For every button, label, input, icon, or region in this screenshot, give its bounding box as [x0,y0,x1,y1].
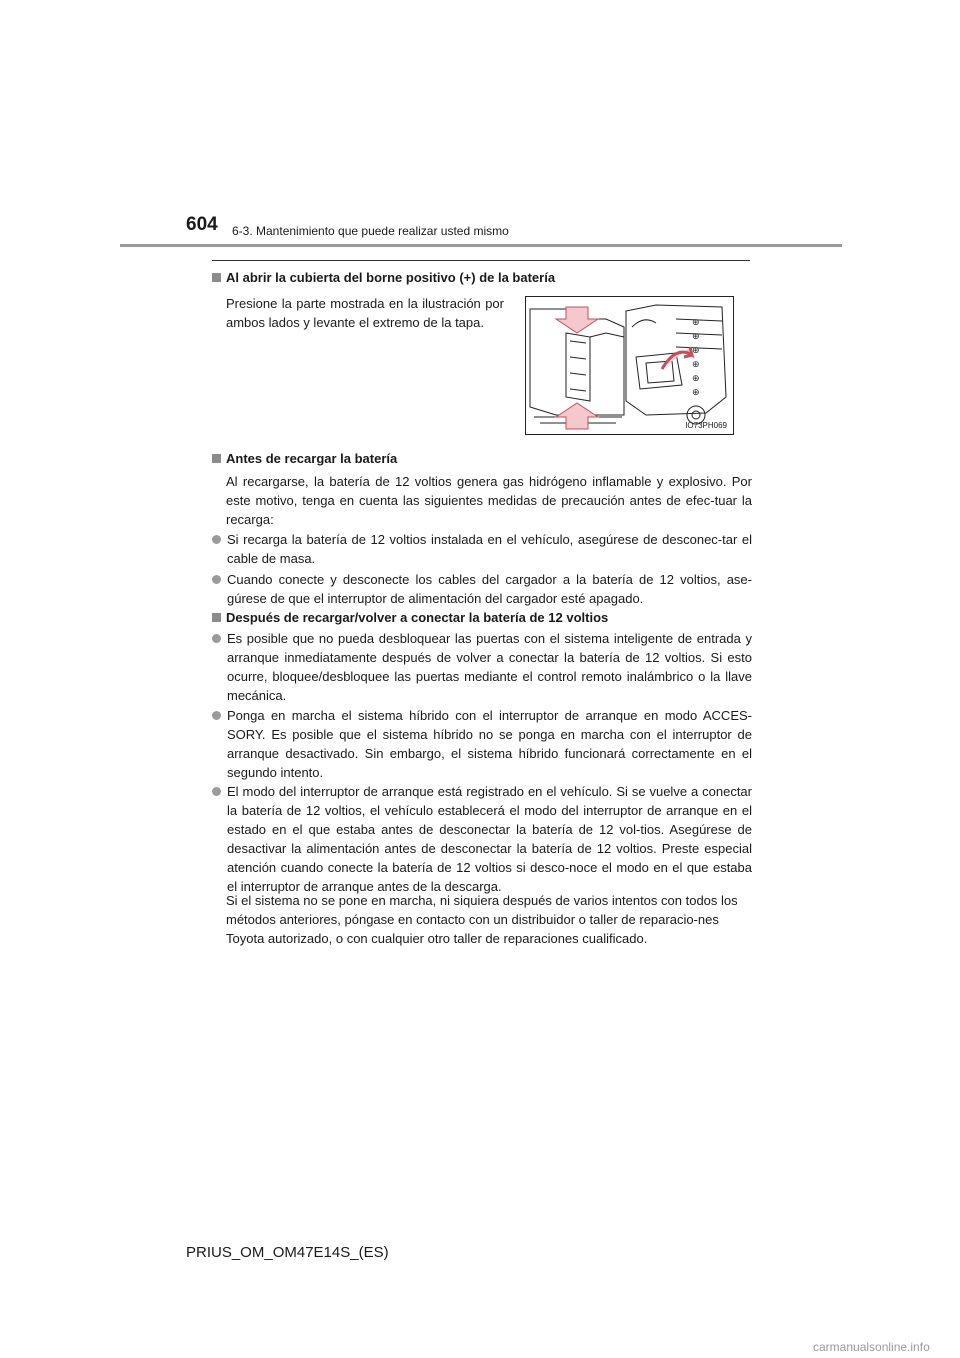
svg-text:⊕: ⊕ [692,317,700,327]
document-id: PRIUS_OM_OM47E14S_(ES) [186,1244,389,1261]
open-cover-instructions: Presione la parte mostrada en la ilustración por ambos lados y levante el extremo de la tapa. [226,296,504,330]
watermark: carmanualsonline.info [813,1340,930,1354]
section-title: 6-3. Mantenimiento que puede realizar usted mismo [232,224,509,238]
list-item: Cuando conecte y desconecte los cables del cargador a la batería de 12 voltios, ase-gúrese de que el interruptor de alimentación del cargador esté apagado. [212,570,752,608]
header-divider [120,244,842,247]
round-bullet-icon [212,535,221,544]
square-bullet-icon [212,273,221,282]
svg-text:⊕: ⊕ [692,345,700,355]
recharge-warning-text: Al recargarse, la batería de 12 voltios genera gas hidrógeno inflamable y explosivo. Por este motivo, tenga en cuenta las siguientes medidas de precaución antes de efec-tuar la recarga: [226,474,752,527]
svg-text:⊕: ⊕ [692,331,700,341]
svg-text:⊕: ⊕ [692,359,700,369]
press-up-arrow-icon [556,403,598,429]
list-item: Ponga en marcha el sistema híbrido con el interruptor de arranque en modo ACCES-SORY. Es posible que el sistema híbrido no se ponga en marcha con el interruptor de arranque desactivado. Sin embargo, el sistema híbrido funcionará correctamente en el segundo intento. [212,706,752,782]
round-bullet-icon [212,711,221,720]
svg-text:⊕: ⊕ [692,373,700,383]
square-bullet-icon [212,454,221,463]
list-item: Si recarga la batería de 12 voltios instalada en el vehículo, asegúrese de desconec-tar el cable de masa. [212,530,752,568]
content-divider [212,260,750,261]
press-down-arrow-icon [556,307,598,333]
square-bullet-icon [212,613,221,622]
battery-cover-illustration [525,296,734,435]
page-number: 604 [186,214,218,235]
round-bullet-icon [212,634,221,643]
closing-note: Si el sistema no se pone en marcha, ni siquiera después de varios intentos con todos los métodos anteriores, póngase en contacto con un distribuidor o taller de reparacio-nes Toyota autorizado, o con cualquier otro taller de reparaciones cualificado. [226,893,738,946]
heading-open-terminal-cover: Al abrir la cubierta del borne positivo (+) de la batería [212,270,555,285]
list-item: Es posible que no pueda desbloquear las puertas con el sistema inteligente de entrada y arranque inmediatamente después de volver a conectar la batería de 12 voltios. Si esto ocurre, bloquee/desbloquee las puertas mediante el control remoto inalámbrico o la llave mecánica. [212,629,752,705]
heading-before-recharge: Antes de recargar la batería [212,451,397,466]
battery-terminal-drawing [526,297,733,434]
figure-code: IO73PH069 [685,421,727,430]
list-item: El modo del interruptor de arranque está registrado en el vehículo. Si se vuelve a conectar la batería de 12 voltios, el vehículo establecerá el modo del interruptor de arranque en el estado en el que estaba antes de desconectar la batería de 12 vol-tios. Asegúrese de desactivar la alimentación antes de desconectar la batería de 12 voltios. Preste especial atención cuando conecte la batería de 12 voltios si desco-noce el modo en el que estaba el interruptor de arranque antes de la descarga. [212,782,752,896]
svg-text:⊕: ⊕ [692,387,700,397]
round-bullet-icon [212,575,221,584]
round-bullet-icon [212,787,221,796]
heading-after-recharge: Después de recargar/volver a conectar la batería de 12 voltios [212,610,608,625]
